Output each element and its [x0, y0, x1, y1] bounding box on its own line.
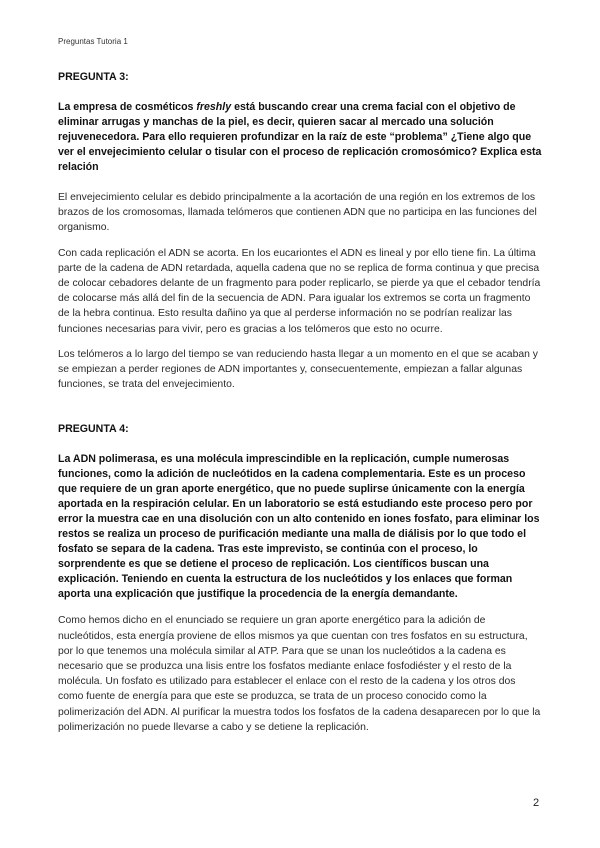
answer-4-paragraph: Como hemos dicho en el enunciado se requiere un gran aporte energético para la adición de nucleótidos, esta energía proviene de ellos mismos ya que cuentan con tres fosfatos en su estructura, por lo que tenemos una molécula similar al ATP. Para que se unan los nucleótidos a la cadena es necesario que se produzca una lisis entre los fosfatos mediante enlace fosfodiéster y el resto de la molécula. Un fosfato es utilizado para establecer el enlace con el resto de la cadena y los otros dos como fuente de energía para que este se produzca, se trata de un proceso conocido como la polimerización del ADN. Al purificar la muestra todos los fosfatos de la cadena desaparecen por lo que la polimerización no puede llevarse a cabo y se detiene la replicación. [58, 615, 541, 733]
question-3-text-rest: está buscando crear una crema facial con el objetivo de eliminar arrugas y manchas de la piel, es decir, quieren sacar al mercado una solución rejuvenecedora. Para ello requieren profundizar en la raíz de este “problema” ¿Tiene algo que ver el envejecimiento celular o tisular con el proceso de replicación cromosómico? Explica esta relación [58, 101, 542, 173]
question-3-text-start: La empresa de cosméticos [58, 101, 197, 113]
brand-name: freshly [196, 101, 232, 113]
question-4-text: La ADN polimerasa, es una molécula imprescindible en la replicación, cumple numerosas funciones, como la adición de nucleótidos en la cadena complementaria. Este es un proceso que requiere de un gran aporte energético, que no puede suplirse únicamente con la energía aportada en la respiración celular. En un laboratorio se está estudiando este proceso pero por error la muestra cae en una disolución con un alto contenido en iones fosfato, para eliminar los restos se realiza un proceso de purificación mediante una malla de diálisis por lo que todo el fosfato se separa de la cadena. Tras este imprevisto, se continúa con el proceso, lo sorprendente es que se detiene el proceso de replicación. Los científicos buscan una explicación. Teniendo en cuenta la estructura de los nucleótidos y los enlaces que forman aporta una explicación que justifique la procedencia de la energía demandante. [58, 453, 540, 601]
answer-3-paragraph-2: Con cada replicación el ADN se acorta. En los eucariontes el ADN es lineal y por ello tiene fin. La última parte de la cadena de ADN retardada, aquella cadena que no se replica de forma continua y que precisa de colocar cebadores delante de un fragmento para poder replicarlo, se pierde ya que el cebador tendría de colocarse más allá del fin de la secuencia de ADN. Para igualar los extremos se corta un fragmento de la hebra continua. Esto resulta dañino ya que al perderse información no se podrían realizar las funciones necesarias para vivir, pero es gracias a los telómeros que esto no ocurre. [58, 247, 541, 335]
document-body [58, 70, 542, 735]
question-3-text [58, 100, 542, 175]
answer-3-paragraph-3: Los telómeros a lo largo del tiempo se van reduciendo hasta llegar a un momento en el que se acaban y se empiezan a perder regiones de ADN importantes y, consecuentemente, empiezan a fallar algunas funciones, se trata del envejecimiento. [58, 348, 538, 391]
question-3-heading: PREGUNTA 3: [58, 71, 129, 83]
page-number: 2 [533, 797, 540, 809]
question-4-heading: PREGUNTA 4: [58, 423, 129, 436]
page-header: Preguntas Tutoria 1 [58, 37, 128, 46]
answer-3-paragraph-1: El envejecimiento celular es debido principalmente a la acortación de una región en los extremos de los brazos de los cromosomas, llamada telómeros que contienen ADN que no participa en las funciones del organismo. [58, 192, 537, 234]
